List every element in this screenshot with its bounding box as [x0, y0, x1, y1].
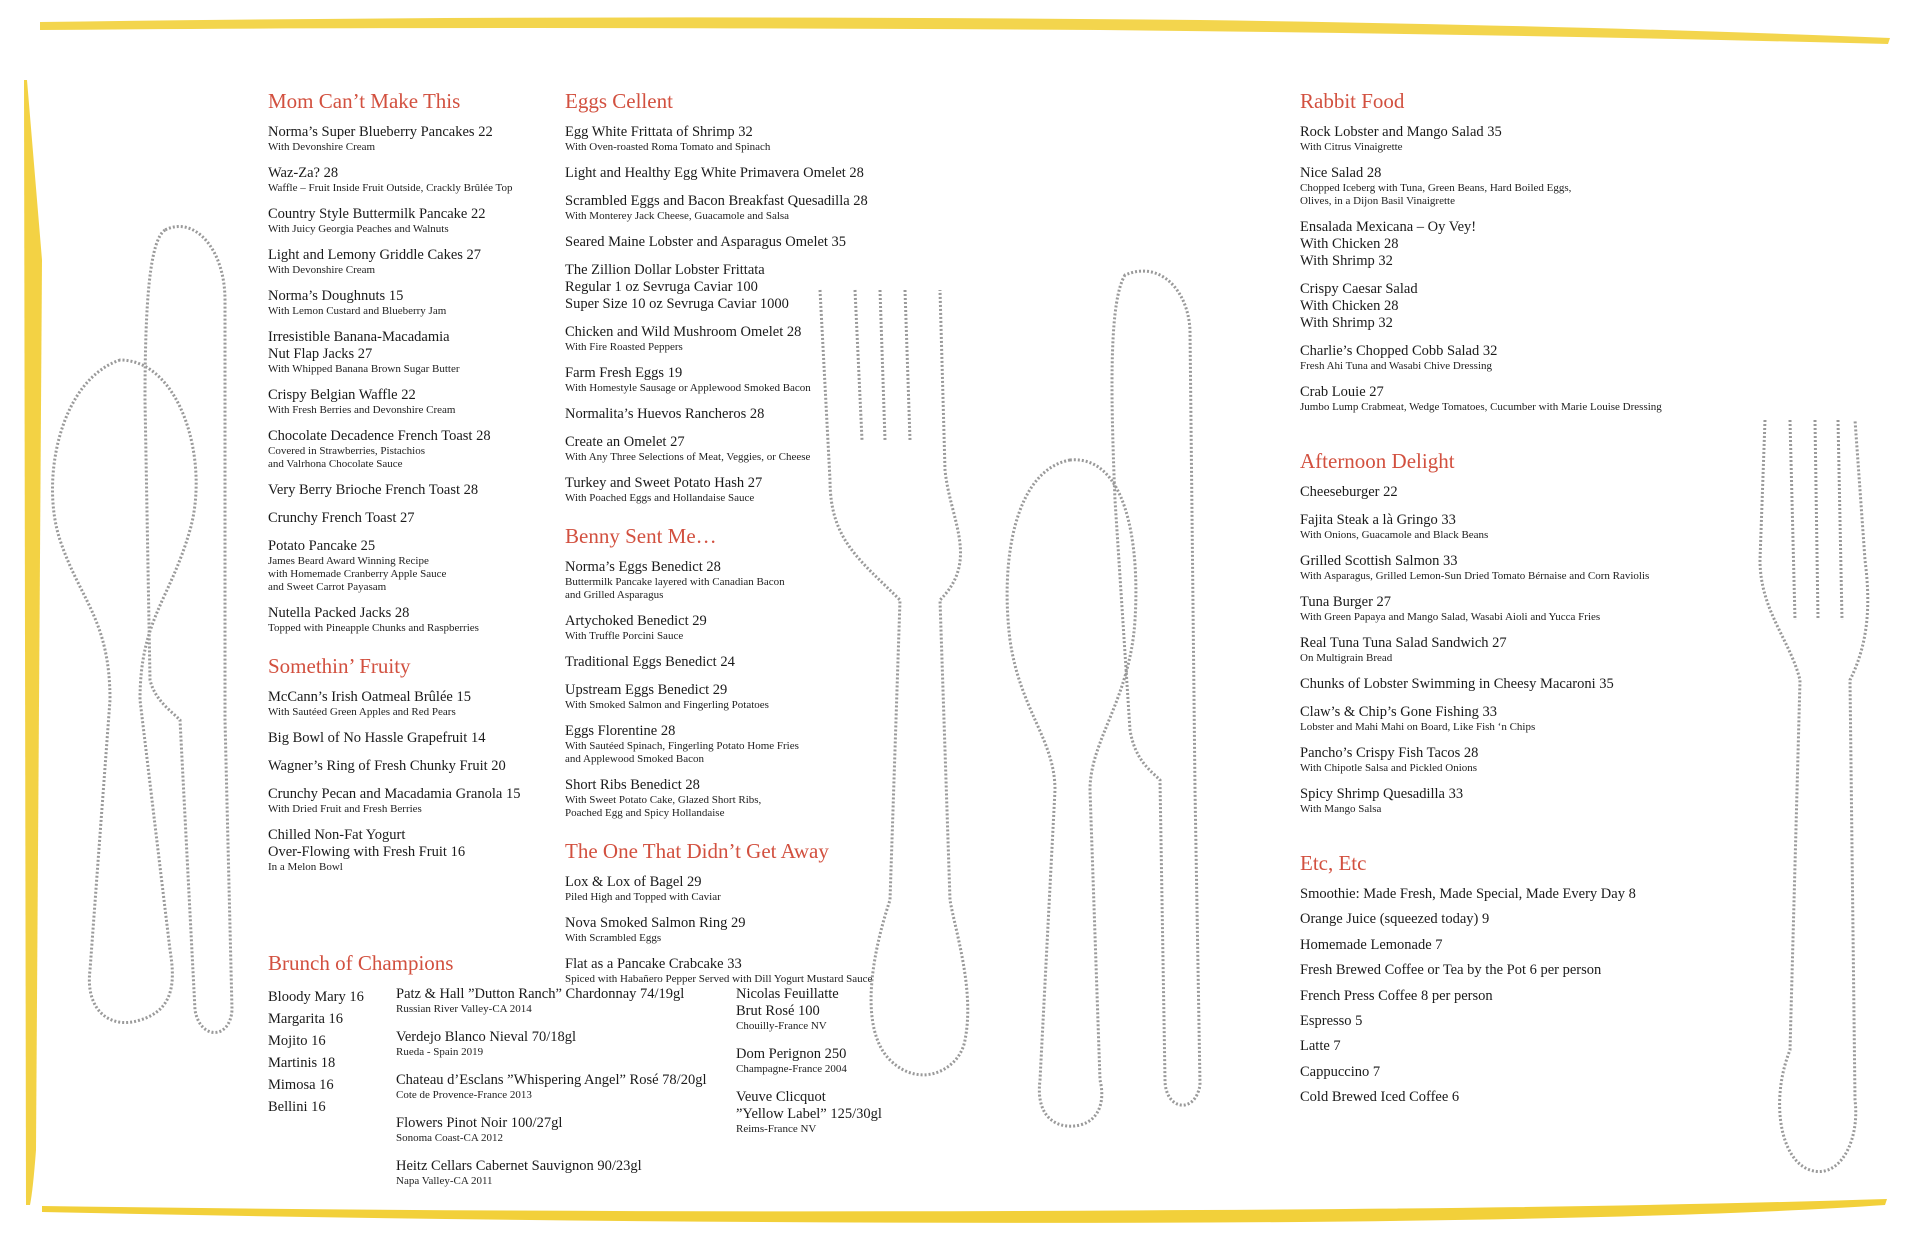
menu-item [565, 915, 905, 945]
section-title: Benny Sent Me… [565, 524, 717, 548]
menu-item [268, 827, 558, 874]
item-name: Short Ribs Benedict 28 [565, 777, 700, 793]
menu-item [268, 758, 558, 775]
drink-item: Smoothie: Made Fresh, Made Special, Made Every Day 8 [1300, 886, 1636, 902]
menu-item [268, 329, 558, 376]
item-description: Spiced with Habañero Pepper Served with Dill Yogurt Mustard Sauce [565, 973, 873, 985]
item-name: Veuve Clicquot ”Yellow Label” 125/30gl [736, 1089, 882, 1122]
item-name: Rock Lobster and Mango Salad 35 [1300, 124, 1502, 140]
item-name: Create an Omelet 27 [565, 434, 685, 450]
section-title: Brunch of Champions [268, 951, 454, 975]
item-name: Waz-Za? 28 [268, 165, 339, 181]
menu-item [1300, 635, 1740, 665]
wine-item [736, 1046, 936, 1076]
item-name: Chicken and Wild Mushroom Omelet 28 [565, 324, 802, 340]
wine-item [396, 986, 736, 1016]
menu-item [565, 193, 905, 223]
menu-item [565, 654, 905, 671]
menu-item [565, 559, 905, 602]
menu-item [565, 324, 905, 354]
item-description: With Chipotle Salsa and Pickled Onions [1300, 762, 1478, 774]
menu-item [1300, 704, 1740, 734]
item-name: Chateau d’Esclans ”Whispering Angel” Rosé 78/20gl [396, 1072, 707, 1088]
item-name: Flat as a Pancake Crabcake 33 [565, 956, 742, 972]
item-name: Patz & Hall ”Dutton Ranch” Chardonnay 74/19gl [396, 986, 685, 1002]
item-name: Very Berry Brioche French Toast 28 [268, 482, 479, 498]
menu-item [268, 387, 558, 417]
item-name: Flowers Pinot Noir 100/27gl [396, 1115, 563, 1131]
menu-item [268, 428, 558, 471]
section-mom-cant-make-this [268, 88, 558, 635]
menu-item [565, 682, 905, 712]
menu-item [565, 365, 905, 395]
item-name: Egg White Frittata of Shrimp 32 [565, 124, 753, 140]
item-name: Charlie’s Chopped Cobb Salad 32 [1300, 343, 1498, 359]
item-name: Pancho’s Crispy Fish Tacos 28 [1300, 745, 1479, 761]
menu-item [1300, 124, 1740, 154]
item-name: Traditional Eggs Benedict 24 [565, 654, 735, 670]
item-name: Chocolate Decadence French Toast 28 [268, 428, 491, 444]
item-name: Crispy Caesar Salad With Chicken 28 With Shrimp 32 [1300, 281, 1418, 331]
drink-item: Espresso 5 [1300, 1012, 1363, 1029]
item-name: Crispy Belgian Waffle 22 [268, 387, 416, 403]
item-description: With Sautéed Green Apples and Red Pears [268, 706, 456, 718]
item-name: Big Bowl of No Hassle Grapefruit 14 [268, 730, 486, 746]
menu-item [268, 288, 558, 318]
item-description: With Any Three Selections of Meat, Veggies, or Cheese [565, 451, 811, 463]
item-description: Covered in Strawberries, Pistachios and Valrhona Chocolate Sauce [268, 445, 426, 470]
item-description: Chouilly-France NV [736, 1020, 827, 1032]
item-name: Eggs Florentine 28 [565, 723, 676, 739]
menu-item [1300, 343, 1740, 373]
item-name: Scrambled Eggs and Bacon Breakfast Quesadilla 28 [565, 193, 868, 209]
menu-column-3 [1300, 88, 1740, 1124]
wine-item [736, 986, 936, 1033]
wine-list-b [736, 986, 936, 1149]
cocktail-item: Bellini 16 [268, 1099, 326, 1115]
item-description: Jumbo Lump Crabmeat, Wedge Tomatoes, Cucumber with Marie Louise Dressing [1300, 401, 1662, 413]
item-description: With Mango Salsa [1300, 803, 1382, 815]
menu-item [1300, 165, 1740, 208]
item-description: With Sweet Potato Cake, Glazed Short Ribs, Poached Egg and Spicy Hollandaise [565, 794, 762, 819]
item-description: With Scrambled Eggs [565, 932, 662, 944]
menu-item [565, 234, 905, 251]
menu-item [1300, 512, 1740, 542]
menu-item [1300, 676, 1740, 693]
item-name: Artychoked Benedict 29 [565, 613, 707, 629]
item-description: Sonoma Coast-CA 2012 [396, 1132, 503, 1144]
item-name: Norma’s Eggs Benedict 28 [565, 559, 721, 575]
item-name: Claw’s & Chip’s Gone Fishing 33 [1300, 704, 1497, 720]
item-description: With Fresh Berries and Devonshire Cream [268, 404, 456, 416]
item-name: Turkey and Sweet Potato Hash 27 [565, 475, 763, 491]
menu-item [565, 165, 905, 182]
wine-item [396, 1115, 736, 1145]
item-description: With Oven-roasted Roma Tomato and Spinach [565, 141, 771, 153]
drink-item: Cappuccino 7 [1300, 1063, 1381, 1080]
menu-item [268, 605, 558, 635]
knife-outline-left [145, 226, 232, 1032]
item-description: Fresh Ahi Tuna and Wasabi Chive Dressing [1300, 360, 1493, 372]
item-name: Norma’s Super Blueberry Pancakes 22 [268, 124, 493, 140]
wine-list-a [396, 986, 736, 1201]
section-afternoon-delight [1300, 448, 1740, 816]
spoon-outline-center [1007, 460, 1136, 1126]
item-name: Upstream Eggs Benedict 29 [565, 682, 728, 698]
menu-item [1300, 594, 1740, 624]
menu-item [1300, 484, 1740, 501]
item-name: Heitz Cellars Cabernet Sauvignon 90/23gl [396, 1158, 642, 1174]
item-name: Seared Maine Lobster and Asparagus Omelet 35 [565, 234, 847, 250]
section-rabbit-food [1300, 88, 1740, 414]
menu-item [565, 723, 905, 766]
menu-item [1300, 745, 1740, 775]
item-description: Lobster and Mahi Mahi on Board, Like Fish ‘n Chips [1300, 721, 1536, 733]
menu-column-1 [268, 88, 558, 892]
section-the-one-that-didnt-get-away [565, 838, 905, 986]
item-name: Light and Lemony Griddle Cakes 27 [268, 247, 482, 263]
item-name: McCann’s Irish Oatmeal Brûlée 15 [268, 689, 471, 705]
section-title: Somethin’ Fruity [268, 654, 411, 678]
drink-item: French Press Coffee 8 per person [1300, 987, 1493, 1004]
item-description: Russian River Valley-CA 2014 [396, 1003, 532, 1015]
item-description: Reims-France NV [736, 1123, 817, 1135]
item-name: Dom Perignon 250 [736, 1046, 847, 1062]
item-description: Napa Valley-CA 2011 [396, 1175, 493, 1187]
menu-item [268, 730, 558, 747]
item-name: The Zillion Dollar Lobster Frittata Regular 1 oz Sevruga Caviar 100 Super Size 10 oz Sevruga Caviar 1000 [565, 262, 789, 312]
item-name: Cheeseburger 22 [1300, 484, 1398, 500]
menu-item [268, 206, 558, 236]
menu-item [1300, 219, 1740, 270]
item-name: Grilled Scottish Salmon 33 [1300, 553, 1458, 569]
drink-item: Fresh Brewed Coffee or Tea by the Pot 6 per person [1300, 962, 1602, 979]
menu-item [1300, 786, 1740, 816]
item-name: Lox & Lox of Bagel 29 [565, 874, 702, 890]
menu-item [565, 406, 905, 423]
menu-item [268, 247, 558, 277]
item-name: Nova Smoked Salmon Ring 29 [565, 915, 746, 931]
item-description: With Fire Roasted Peppers [565, 341, 683, 353]
item-name: Nicolas Feuillatte Brut Rosé 100 [736, 986, 839, 1019]
item-name: Potato Pancake 25 [268, 538, 376, 554]
section-title: Etc, Etc [1300, 851, 1367, 875]
menu-item [268, 689, 558, 719]
section-title: Mom Can’t Make This [268, 89, 461, 113]
cocktail-item: Margarita 16 [268, 1011, 344, 1027]
item-name: Tuna Burger 27 [1300, 594, 1392, 610]
menu-item [565, 613, 905, 643]
item-name: Crab Louie 27 [1300, 384, 1384, 400]
wine-item [736, 1089, 936, 1136]
cocktail-item: Mojito 16 [268, 1033, 326, 1049]
drink-item: Homemade Lemonade 7 [1300, 936, 1443, 953]
item-name: Light and Healthy Egg White Primavera Omelet 28 [565, 165, 864, 181]
spoon-outline-left [53, 360, 197, 1023]
item-description: With Asparagus, Grilled Lemon-Sun Dried Tomato Bérnaise and Corn Raviolis [1300, 570, 1650, 582]
menu-column-2 [565, 88, 905, 1004]
item-description: With Juicy Georgia Peaches and Walnuts [268, 223, 449, 235]
menu-item [565, 434, 905, 464]
drink-item: Orange Juice (squeezed today) 9 [1300, 911, 1490, 928]
wine-item [396, 1158, 736, 1188]
item-description: Rueda - Spain 2019 [396, 1046, 484, 1058]
cocktail-list [268, 986, 378, 1118]
item-name: Real Tuna Tuna Salad Sandwich 27 [1300, 635, 1507, 651]
item-description: Piled High and Topped with Caviar [565, 891, 721, 903]
cocktail-item: Martinis 18 [268, 1055, 336, 1071]
menu-item [268, 538, 558, 594]
cocktail-item: Bloody Mary 16 [268, 989, 364, 1005]
item-description: Chopped Iceberg with Tuna, Green Beans, Hard Boiled Eggs, Olives, in a Dijon Basil Vinaigrette [1300, 182, 1572, 207]
item-description: With Smoked Salmon and Fingerling Potatoes [565, 699, 769, 711]
menu-item [565, 262, 905, 313]
item-description: Cote de Provence-France 2013 [396, 1089, 532, 1101]
item-description: On Multigrain Bread [1300, 652, 1393, 664]
item-description: With Lemon Custard and Blueberry Jam [268, 305, 447, 317]
knife-outline-center [1112, 271, 1200, 1105]
menu-item [268, 482, 558, 499]
item-description: Waffle – Fruit Inside Fruit Outside, Crackly Brûlée Top [268, 182, 513, 194]
menu-item [1300, 384, 1740, 414]
section-eggs-cellent [565, 88, 905, 505]
item-description: With Poached Eggs and Hollandaise Sauce [565, 492, 755, 504]
menu-item [565, 874, 905, 904]
section-etc-etc [1300, 850, 1740, 1106]
menu-item [1300, 281, 1740, 332]
section-title: The One That Didn’t Get Away [565, 839, 829, 863]
item-description: With Citrus Vinaigrette [1300, 141, 1403, 153]
drink-item: Latte 7 [1300, 1038, 1341, 1055]
item-description: With Whipped Banana Brown Sugar Butter [268, 363, 460, 375]
menu-item [268, 165, 558, 195]
item-description: With Devonshire Cream [268, 264, 376, 276]
item-name: Irresistible Banana-Macadamia Nut Flap Jacks 27 [268, 329, 450, 362]
item-description: James Beard Award Winning Recipe with Homemade Cranberry Apple Sauce and Sweet Carrot Payasam [268, 555, 447, 593]
item-name: Nutella Packed Jacks 28 [268, 605, 410, 621]
menu-item [1300, 553, 1740, 583]
item-description: With Green Papaya and Mango Salad, Wasabi Aioli and Yucca Fries [1300, 611, 1601, 623]
item-name: Country Style Buttermilk Pancake 22 [268, 206, 486, 222]
section-title: Rabbit Food [1300, 89, 1405, 113]
section-somethin-fruity [268, 653, 558, 874]
item-description: Topped with Pineapple Chunks and Raspberries [268, 622, 479, 634]
item-description: With Devonshire Cream [268, 141, 376, 153]
item-name: Norma’s Doughnuts 15 [268, 288, 404, 304]
item-name: Chunks of Lobster Swimming in Cheesy Macaroni 35 [1300, 676, 1614, 692]
section-title: Eggs Cellent [565, 89, 673, 113]
fork-outline-right [1760, 420, 1868, 1172]
item-name: Verdejo Blanco Nieval 70/18gl [396, 1029, 576, 1045]
drink-item: Cold Brewed Iced Coffee 6 [1300, 1089, 1460, 1106]
menu-item [565, 956, 905, 986]
item-description: In a Melon Bowl [268, 861, 343, 873]
wine-item [396, 1072, 736, 1102]
wine-item [396, 1029, 736, 1059]
menu-item [268, 510, 558, 527]
cocktail-item: Mimosa 16 [268, 1077, 334, 1093]
item-description: With Sautéed Spinach, Fingerling Potato Home Fries and Applewood Smoked Bacon [565, 740, 799, 765]
item-description: With Monterey Jack Cheese, Guacamole and Salsa [565, 210, 790, 222]
item-description: Champagne-France 2004 [736, 1063, 847, 1075]
item-description: With Truffle Porcini Sauce [565, 630, 684, 642]
section-benny-sent-me [565, 523, 905, 820]
item-name: Chilled Non-Fat Yogurt Over-Flowing with Fresh Fruit 16 [268, 827, 466, 860]
item-name: Ensalada Mexicana – Oy Vey! With Chicken 28 With Shrimp 32 [1300, 219, 1477, 269]
menu-item [565, 124, 905, 154]
item-name: Crunchy French Toast 27 [268, 510, 415, 526]
item-name: Farm Fresh Eggs 19 [565, 365, 683, 381]
item-name: Fajita Steak a là Gringo 33 [1300, 512, 1456, 528]
item-description: Buttermilk Pancake layered with Canadian Bacon and Grilled Asparagus [565, 576, 785, 601]
item-name: Normalita’s Huevos Rancheros 28 [565, 406, 765, 422]
item-name: Nice Salad 28 [1300, 165, 1382, 181]
item-description: With Onions, Guacamole and Black Beans [1300, 529, 1489, 541]
section-title: Afternoon Delight [1300, 449, 1455, 473]
menu-item [565, 475, 905, 505]
menu-item [268, 786, 558, 816]
item-description: With Dried Fruit and Fresh Berries [268, 803, 422, 815]
item-name: Spicy Shrimp Quesadilla 33 [1300, 786, 1464, 802]
item-name: Wagner’s Ring of Fresh Chunky Fruit 20 [268, 758, 506, 774]
menu-item [268, 124, 558, 154]
menu-item [565, 777, 905, 820]
item-description: With Homestyle Sausage or Applewood Smoked Bacon [565, 382, 811, 394]
item-name: Crunchy Pecan and Macadamia Granola 15 [268, 786, 521, 802]
